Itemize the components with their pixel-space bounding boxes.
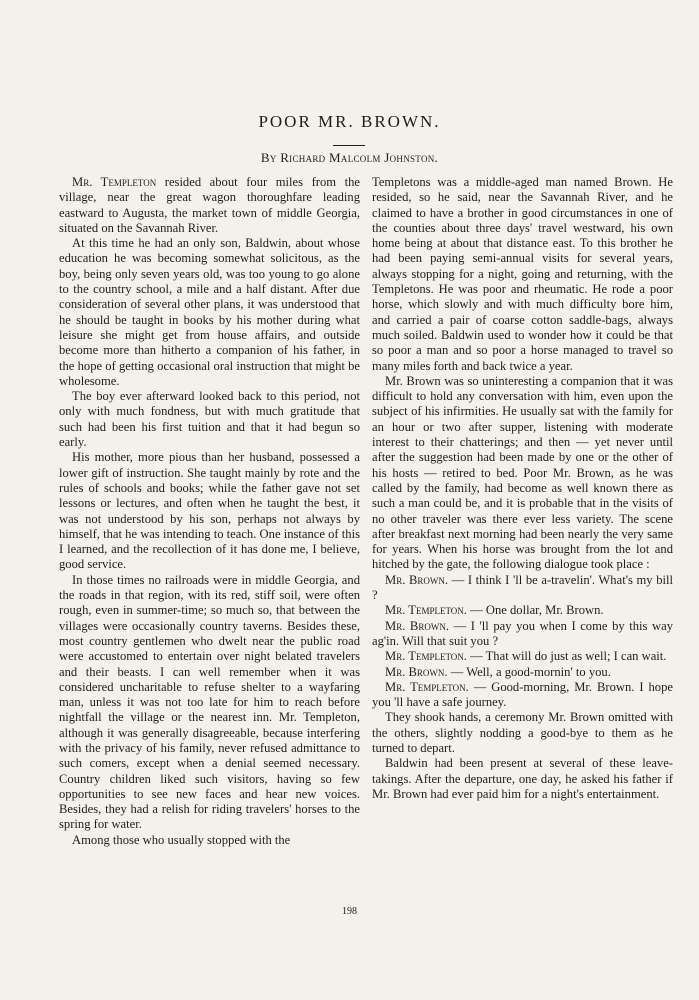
page-number: 198 (342, 906, 357, 917)
article-byline: By Richard Malcolm Johnston. (260, 150, 439, 165)
speaker: Mr. Brown. (385, 664, 448, 679)
speaker: Mr. Templeton. (385, 649, 467, 664)
speaker: Mr. Templeton. (385, 679, 469, 694)
lead-name: Mr. Templeton (72, 175, 157, 189)
paragraph: They shook hands, a ceremony Mr. Brown omitted with the others, slightly nodding a good-bye to them as he turned to depart. (372, 710, 673, 755)
dialogue-line (372, 680, 673, 711)
dialogue-text: — I 'll pay you when I come by this way ag'in. Will that suit you ? (372, 618, 674, 648)
right-column (372, 175, 673, 802)
paragraph: Mr. Brown was so uninteresting a companion that it was difficult to hold any conversation with him, even upon the subject of his infirmities. He usually sat with the family for an hour or two after supper, listening with moderate interest to their chatterings; and then — yet never until after the suggestion had been made by one or the other of his hosts — retired to bed. Poor Mr. Brown, as he was called by the family, had become as well known there as such a man could be, and it is probable that in the visits of no other traveler was there ever less variety. The scene after breakfast next morning had been nearly the very same for years. When his horse was brought from the lot and hitched by the gate, the following dialogue took place : (372, 373, 673, 572)
left-column (59, 175, 360, 848)
dialogue-text: — Good-morning, Mr. Brown. I hope you 'll have a safe journey. (372, 679, 673, 710)
paragraph: In those times no railroads were in middle Georgia, and the roads in that region, with its red, stiff soil, were often rough, even in summer-time; so much so, that between the villages were occasionally country taverns. Besides these, most country gentlemen who dwelt near the public road were accustomed to entertain over night belated travelers and their beasts. I can well remember when it was considered uncharitable to refuse shelter to a wayfaring man, unless it was not too late for him to reach before nightfall the village or the nearest inn. Mr. Templeton, although it was generally disagreeable, because interfering with the privacy of his family, never refused admittance to such comers, except when a denial seemed necessary. Country children liked such visitors, having so few opportunities to see new faces and hear new voices. Besides, they had a relish for riding travelers' horses to the spring for water. (59, 572, 360, 832)
paragraph (59, 175, 360, 236)
dialogue-text: — Well, a good-mornin' to you. (447, 664, 611, 679)
dialogue-line (372, 619, 673, 650)
dialogue-line (372, 573, 673, 604)
dialogue-line (372, 665, 673, 680)
speaker: Mr. Brown. (385, 618, 449, 633)
dialogue-line (372, 649, 673, 664)
dialogue-text: — I think I 'll be a-travelin'. What's my bill ? (372, 572, 673, 603)
title-rule (333, 145, 365, 146)
paragraph: Baldwin had been present at several of these leave-takings. After the departure, one day, he asked his father if Mr. Brown had ever paid him for a night's entertainment. (372, 756, 673, 801)
dialogue-text: — That will do just as well; I can wait. (466, 649, 667, 664)
paragraph: Among those who usually stopped with the (72, 832, 291, 847)
paragraph: Templetons was a middle-aged man named Brown. He resided, so he said, near the Savannah River, and he claimed to have a brother in good circumstances in one of the counties about three days' travel westward, his own home being at about that distance east. To this brother he had been paying semi-annual visits for several years, always stopping for a night, going and returning, with the Templetons. He was poor and rheumatic. He rode a poor horse, which slowly and with much difficulty bore him, and carried a pair of coarse cotton saddle-bags, always much soiled. Baldwin used to wonder how it could be that so poor a man and so poor a horse managed to travel so many miles forth and back twice a year. (372, 175, 673, 373)
paragraph: At this time he had an only son, Baldwin, about whose education he was becoming somewhat solicitous, as the boy, being only seven years old, was too young to go alone to the country school, a mile and a half distant. After due consideration of several other plans, it was understood that he should be taught in books by his mother during what leisure she might get from house affairs, and outside become more than hitherto a companion of his father, in the hope of getting occasional oral instruction that might be wholesome. (59, 236, 360, 388)
paragraph-text: resided about four miles from the village, near the great wagon thoroughfare leading eastward to Augusta, the market town of middle Georgia, situated on the Savannah River. (59, 175, 360, 235)
paragraph: The boy ever afterward looked back to this period, not only with much fondness, but with much gratitude that such had been his first tuition and that it had begun so early. (59, 389, 360, 450)
speaker: Mr. Templeton. (385, 603, 467, 618)
dialogue-line (372, 603, 673, 618)
article-title: POOR MR. BROWN. (258, 112, 441, 131)
dialogue-text: — One dollar, Mr. Brown. (466, 603, 604, 618)
paragraph: His mother, more pious than her husband, possessed a lower gift of instruction. She taught mainly by rote and the rules of schools and books; while the father gave not set lessons or lectures, and often when he taught the best, it was not understood by his son, perhaps not always by himself, that he was intending to teach. One instance of this I learned, and the recollection of it has done me, I believe, good service. (59, 450, 360, 572)
speaker: Mr. Brown. (385, 572, 449, 587)
